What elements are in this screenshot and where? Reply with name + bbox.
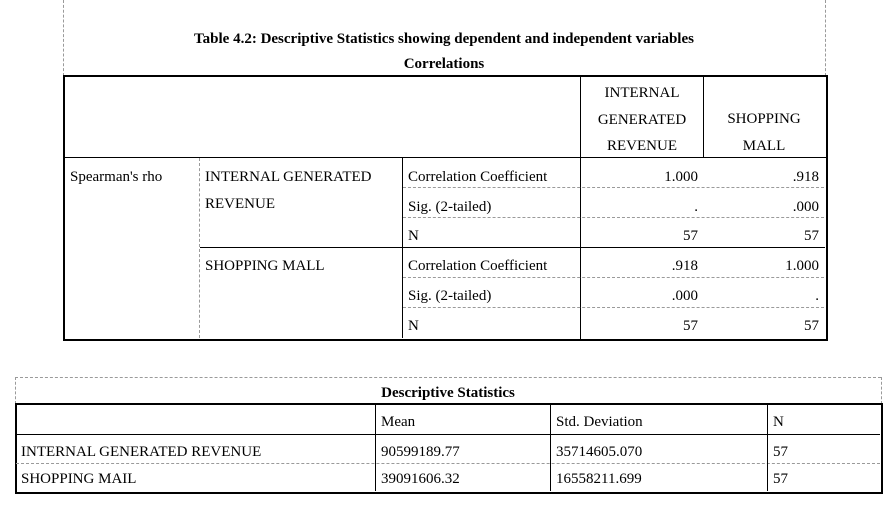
value-cell: 57: [683, 318, 698, 334]
group-divider: [200, 247, 825, 248]
col-header-revenue-line1: INTERNAL: [604, 85, 680, 101]
descriptive-title: Descriptive Statistics: [381, 385, 515, 401]
value-cell: .000: [792, 199, 819, 215]
value-cell: .000: [671, 288, 698, 304]
header-divider: [64, 157, 826, 158]
stat-label: Sig. (2-tailed): [408, 288, 492, 304]
desc-frame-right: [881, 377, 882, 404]
value-cell: 57: [804, 318, 819, 334]
desc-row-divider: [16, 463, 880, 464]
stat-label: Correlation Coefficient: [408, 258, 548, 274]
desc-col-sep-1: [375, 404, 376, 491]
desc-col-sep-2: [550, 404, 551, 491]
desc-cell-n: 57: [773, 444, 788, 460]
desc-header-divider: [16, 434, 880, 435]
row-line-4: [403, 277, 824, 278]
desc-cell-std: 35714605.070: [556, 444, 643, 460]
value-cell: 1.000: [664, 169, 698, 185]
frame-edge-right: [825, 0, 826, 76]
value-cell: 1.000: [785, 258, 819, 274]
stat-label: Sig. (2-tailed): [408, 199, 492, 215]
value-cell: .: [694, 199, 698, 215]
value-cell: 57: [683, 228, 698, 244]
desc-cell-mean: 90599189.77: [381, 444, 460, 460]
col-header-mall-line2: MALL: [742, 138, 786, 154]
col-sep-variable: [199, 158, 200, 338]
stat-label: N: [408, 228, 419, 244]
desc-cell-std: 16558211.699: [556, 471, 642, 487]
value-cell: .918: [671, 258, 698, 274]
correlations-title: Correlations: [403, 56, 485, 72]
desc-cell-mean: 39091606.32: [381, 471, 460, 487]
desc-col-sep-3: [767, 404, 768, 491]
method-label: Spearman's rho: [70, 169, 163, 185]
desc-cell-n: 57: [773, 471, 788, 487]
desc-header-n: N: [773, 414, 784, 430]
col-header-revenue-line2: GENERATED: [597, 112, 687, 128]
value-cell: 57: [804, 228, 819, 244]
row-line-1: [403, 187, 824, 188]
stat-label: N: [408, 318, 419, 334]
col-sep-stat: [402, 158, 403, 338]
row-line-2: [403, 217, 824, 218]
desc-frame-top: [15, 377, 881, 378]
variable-mall: SHOPPING MALL: [205, 258, 325, 274]
desc-row-label: INTERNAL GENERATED REVENUE: [21, 444, 262, 460]
col-header-revenue-line3: REVENUE: [607, 138, 677, 154]
stat-label: Correlation Coefficient: [408, 169, 548, 185]
value-cell: .918: [792, 169, 819, 185]
col-header-mall-line1: SHOPPING: [727, 111, 801, 127]
table-caption: Table 4.2: Descriptive Statistics showing dependent and independent variables: [194, 31, 694, 47]
row-line-5: [403, 307, 824, 308]
desc-row-label: SHOPPING MAIL: [21, 471, 137, 487]
value-cell: .: [815, 288, 819, 304]
desc-header-std: Std. Deviation: [556, 414, 643, 430]
variable-revenue-line1: INTERNAL GENERATED: [205, 169, 372, 185]
variable-revenue-line2: REVENUE: [205, 196, 275, 212]
desc-header-mean: Mean: [381, 414, 416, 430]
